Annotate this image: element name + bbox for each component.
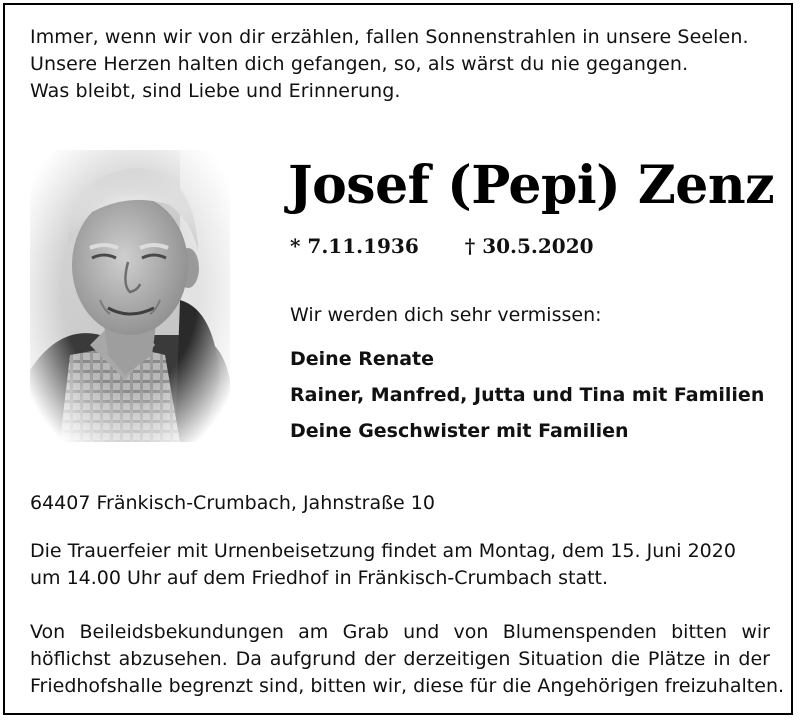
condolence-notice <box>30 619 785 700</box>
notice-line: Friedhofshalle begrenzt sind, bitten wir, diese für die Angehörigen freizuhalten. <box>30 675 785 697</box>
mourners-list <box>290 341 764 449</box>
deceased-name: Josef (Pepi) Zenz <box>288 155 775 216</box>
portrait-photo <box>30 150 230 442</box>
death-date: † 30.5.2020 <box>464 234 594 258</box>
funeral-line: um 14.00 Uhr auf dem Friedhof in Fränkisch-Crumbach statt. <box>30 567 609 589</box>
funeral-line: Die Trauerfeier mit Urnenbeisetzung findet am Montag, dem 15. Juni 2020 <box>30 540 736 562</box>
poem <box>30 24 770 105</box>
funeral-info <box>30 538 770 592</box>
birth-date: * 7.11.1936 <box>290 234 419 258</box>
portrait-photo-image <box>30 150 230 442</box>
poem-line: Was bleibt, sind Liebe und Erinnerung. <box>30 80 401 102</box>
address: 64407 Fränkisch-Crumbach, Jahnstraße 10 <box>30 492 435 514</box>
mourner-name: Deine Renate <box>290 348 435 370</box>
life-dates <box>290 232 594 260</box>
mourner-name: Deine Geschwister mit Familien <box>290 420 629 442</box>
mourner-name: Rainer, Manfred, Jutta und Tina mit Familien <box>290 384 765 406</box>
notice-line: höflichst abzusehen. Da aufgrund der derzeitigen Situation die Plätze in der <box>30 648 770 670</box>
mourners-intro: Wir werden dich sehr vermissen: <box>290 304 602 326</box>
poem-line: Unsere Herzen halten dich gefangen, so, als wärst du nie gegangen. <box>30 53 689 75</box>
notice-line: Von Beileidsbekundungen am Grab und von Blumenspenden bitten wir <box>30 621 770 643</box>
poem-line: Immer, wenn wir von dir erzählen, fallen Sonnenstrahlen in unsere Seelen. <box>30 26 749 48</box>
